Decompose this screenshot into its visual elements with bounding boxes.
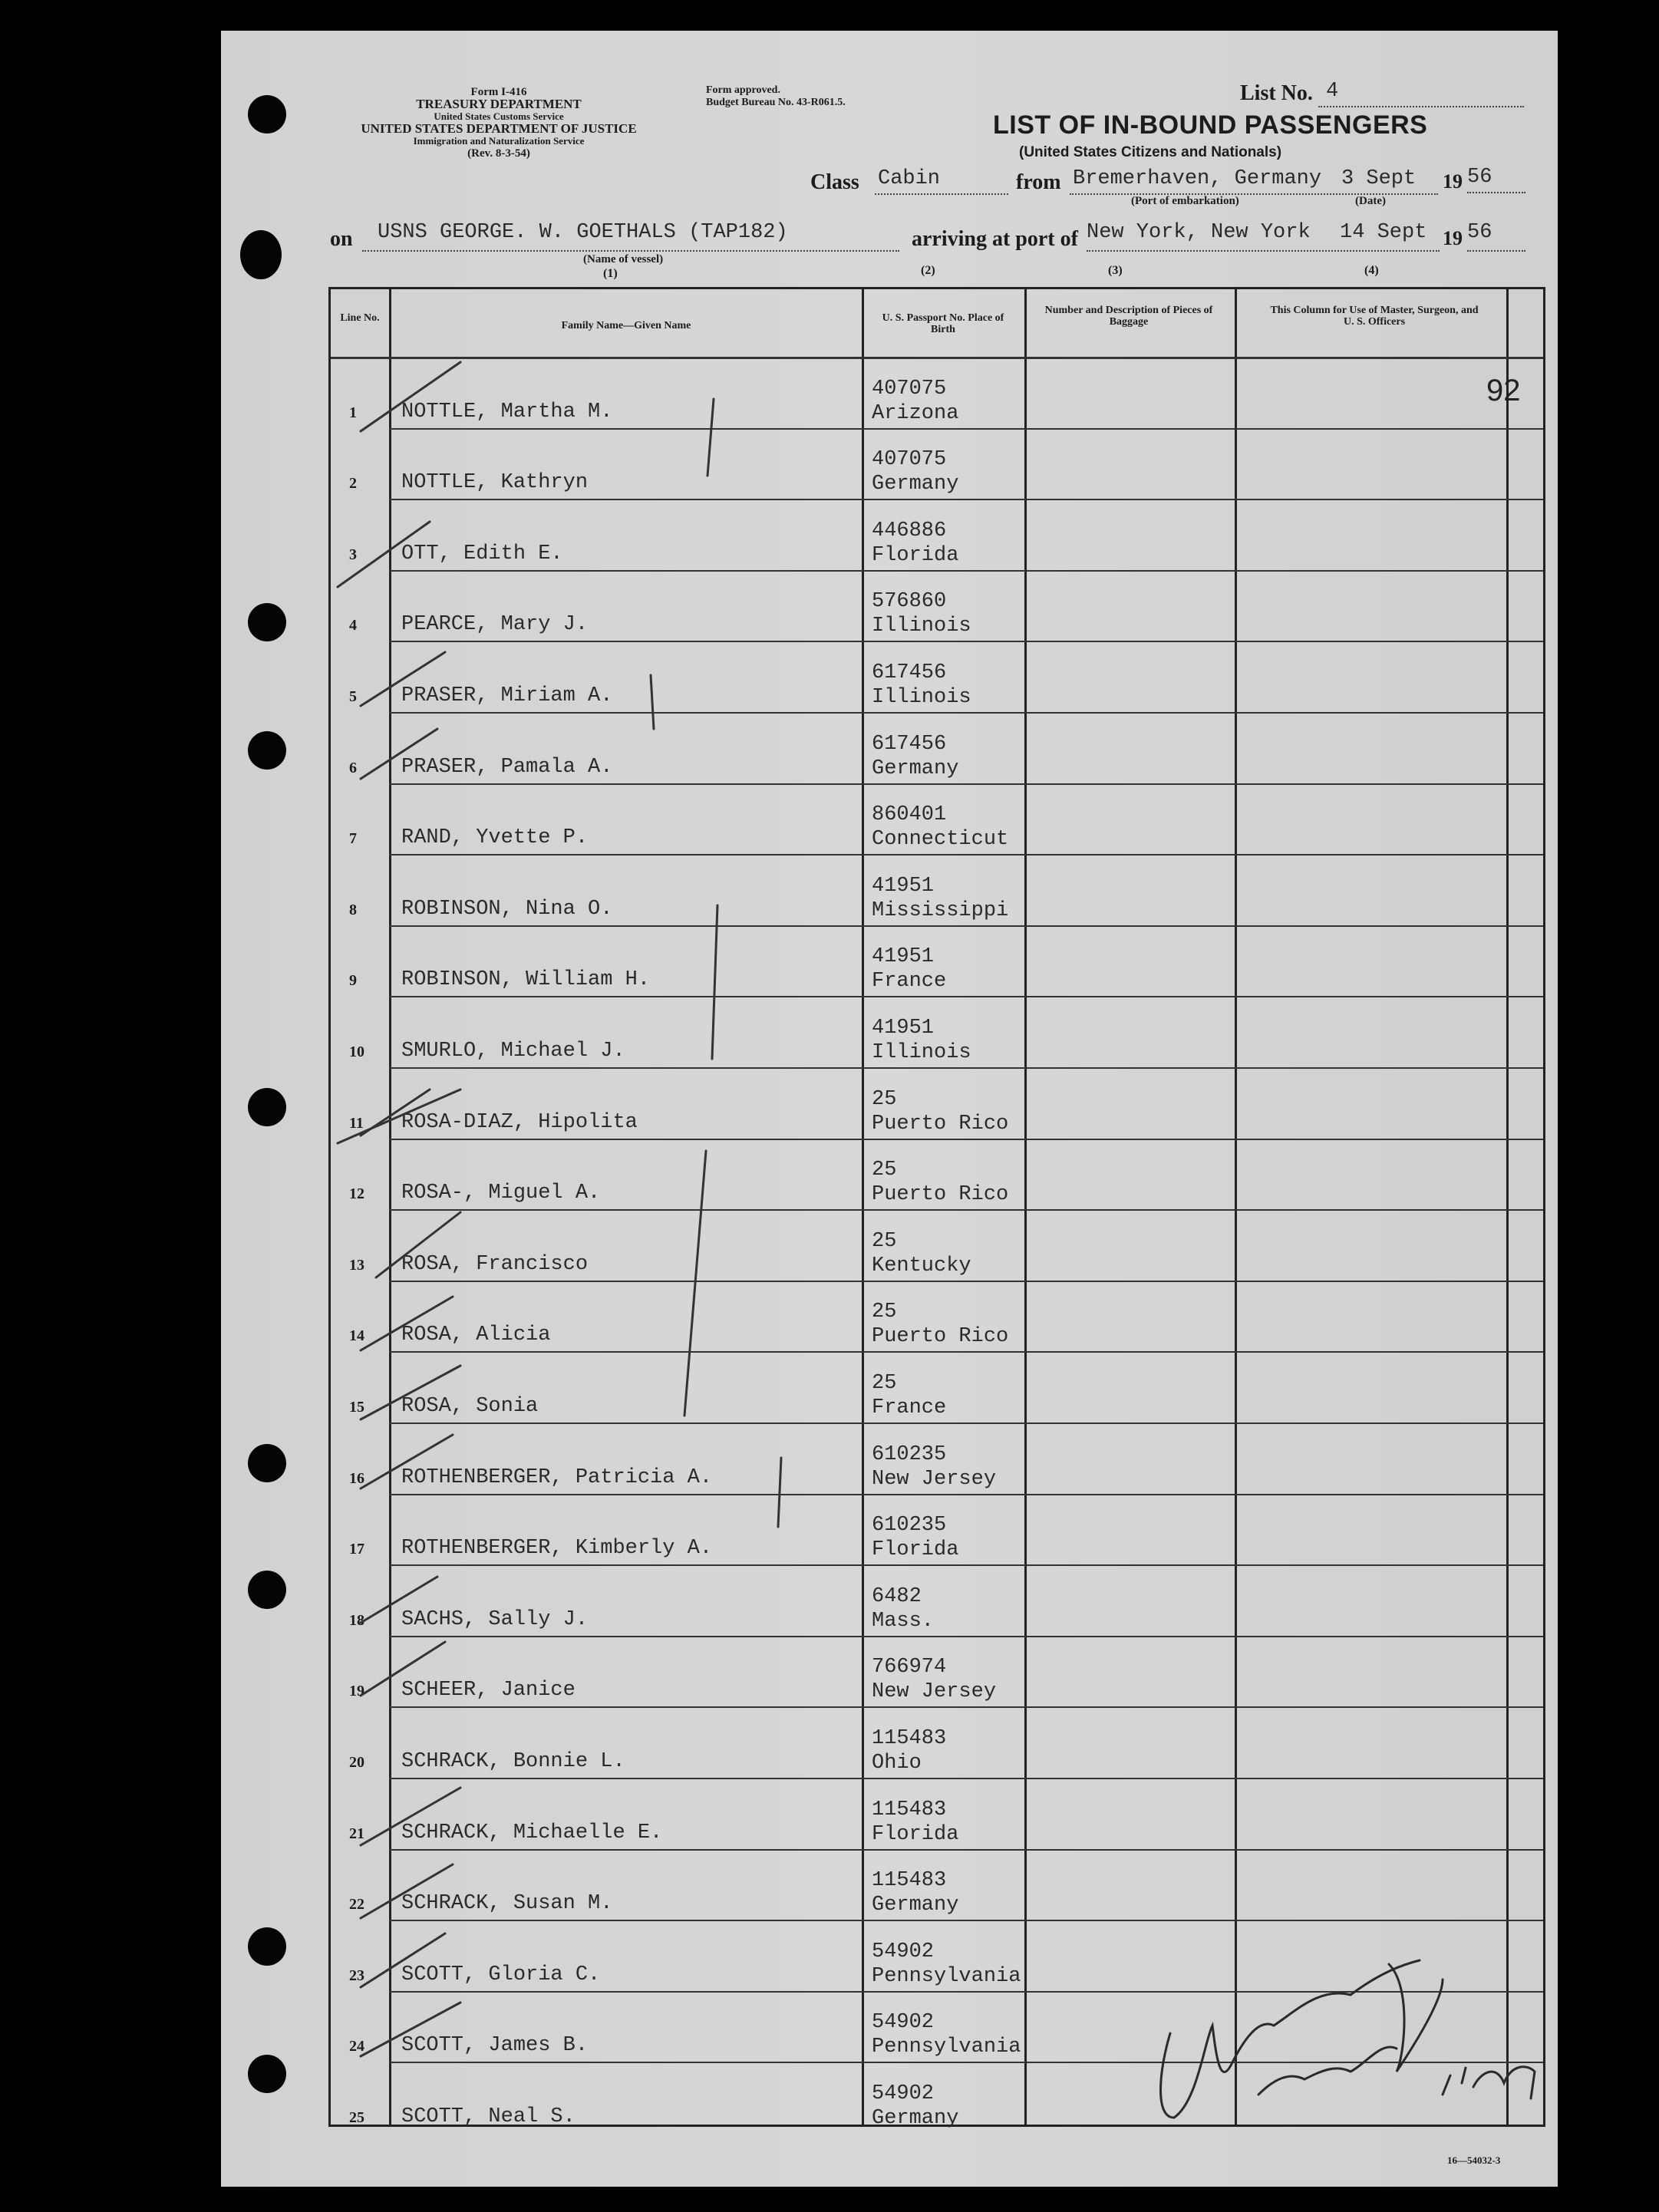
officer-count-note: 92 <box>1486 374 1521 407</box>
check-mark <box>338 522 430 587</box>
check-mark <box>361 1788 460 1845</box>
line-number: 3 <box>349 546 357 563</box>
officer-signature <box>1161 1960 1535 2118</box>
place-of-birth: Arizona <box>872 401 959 425</box>
passenger-name: OTT, Edith E. <box>401 542 563 565</box>
class-value: Cabin <box>878 167 941 190</box>
passenger-name: SCOTT, James B. <box>401 2034 589 2058</box>
line-number: 20 <box>349 1753 364 1771</box>
passport-number: 25 <box>872 1371 897 1395</box>
passenger-name: ROBINSON, William H. <box>401 968 651 992</box>
bracket-line <box>778 1458 781 1527</box>
passport-number: 115483 <box>872 1869 947 1893</box>
passenger-name: RAND, Yvette P. <box>401 826 589 850</box>
passport-number: 407075 <box>872 448 947 472</box>
check-mark <box>361 729 437 779</box>
passenger-name: ROTHENBERGER, Patricia A. <box>401 1465 713 1489</box>
line-number: 10 <box>349 1043 364 1060</box>
check-mark <box>361 1297 453 1350</box>
class-label: Class <box>810 170 859 194</box>
passport-number: 41951 <box>872 1016 935 1040</box>
line-number: 8 <box>349 901 357 918</box>
from-label: from <box>1016 170 1061 194</box>
passport-number: 617456 <box>872 732 947 756</box>
check-mark <box>376 1212 460 1277</box>
passport-number: 41951 <box>872 874 935 898</box>
column-header-name: Family Name—Given Name <box>561 320 691 331</box>
passenger-name: ROSA-DIAZ, Hipolita <box>401 1110 638 1134</box>
check-mark <box>361 1435 453 1488</box>
column-header-line: Line No. <box>340 312 380 324</box>
passport-number: 610235 <box>872 1514 947 1538</box>
passenger-name: SACHS, Sally J. <box>401 1607 589 1631</box>
form-number: Form I-416 <box>470 86 527 98</box>
passport-number: 54902 <box>872 1940 935 1963</box>
customs-service: United States Customs Service <box>434 110 564 122</box>
column-number-2: (2) <box>921 264 935 277</box>
passport-number: 617456 <box>872 661 947 684</box>
place-of-birth: New Jersey <box>872 1680 997 1704</box>
place-of-birth: Florida <box>872 1538 959 1562</box>
line-number: 24 <box>349 2038 364 2055</box>
bracket-line <box>712 905 717 1059</box>
place-of-birth: Puerto Rico <box>872 1183 1009 1207</box>
passport-number: 576860 <box>872 590 947 614</box>
place-of-birth: Germany <box>872 757 959 780</box>
check-mark <box>361 1577 437 1623</box>
form-approved: Form approved. <box>706 84 780 96</box>
line-number: 4 <box>349 617 357 635</box>
passenger-name: ROTHENBERGER, Kimberly A. <box>401 1537 713 1561</box>
from-year-value: 56 <box>1467 166 1492 189</box>
column-header-baggage: Number and Description of Pieces of Baggage <box>1044 305 1213 328</box>
check-mark <box>361 1864 453 1918</box>
from-year-prefix: 19 <box>1443 170 1463 193</box>
line-number: 19 <box>349 1683 364 1700</box>
passport-number: 54902 <box>872 2011 935 2035</box>
line-number: 21 <box>349 1825 364 1842</box>
line-number: 13 <box>349 1256 364 1274</box>
arrival-year-prefix: 19 <box>1443 227 1463 249</box>
passenger-name: ROSA, Francisco <box>401 1252 589 1276</box>
check-mark <box>361 2003 460 2056</box>
passenger-name: SCHEER, Janice <box>401 1679 576 1703</box>
passport-number: 6482 <box>872 1584 922 1608</box>
passenger-name: SCOTT, Neal S. <box>401 2105 576 2128</box>
vessel-name: USNS GEORGE. W. GOETHALS (TAP182) <box>378 221 788 244</box>
check-mark <box>361 1933 445 1987</box>
place-of-birth: Illinois <box>872 685 971 709</box>
arrival-port-value: New York, New York <box>1087 221 1311 244</box>
place-of-birth: Puerto Rico <box>872 1112 1009 1136</box>
place-of-birth: Germany <box>872 1894 959 1917</box>
column-number-4: (4) <box>1364 264 1379 277</box>
place-of-birth: Connecticut <box>872 828 1009 852</box>
place-of-birth: Mississippi <box>872 898 1009 922</box>
list-no-label: List No. <box>1240 81 1313 105</box>
passenger-name: NOTTLE, Kathryn <box>401 471 589 495</box>
arrival-date-value: 14 Sept <box>1340 221 1427 244</box>
form-footer-code: 16—54032-3 <box>1447 2154 1501 2166</box>
check-mark <box>338 1090 460 1143</box>
passenger-name: SCOTT, Gloria C. <box>401 1963 601 1986</box>
from-date-value: 3 Sept <box>1341 167 1417 190</box>
passenger-name: PEARCE, Mary J. <box>401 613 589 637</box>
passport-number: 25 <box>872 1229 897 1253</box>
justice-department: UNITED STATES DEPARTMENT OF JUSTICE <box>361 121 637 136</box>
line-number: 7 <box>349 830 357 848</box>
arriving-label: arriving at port of <box>912 227 1078 251</box>
list-no-value: 4 <box>1326 80 1339 103</box>
date-caption: (Date) <box>1355 195 1386 207</box>
line-number: 23 <box>349 1966 364 1984</box>
check-mark <box>361 652 445 706</box>
passenger-name: PRASER, Miriam A. <box>401 684 613 707</box>
line-number: 11 <box>349 1114 364 1132</box>
passport-number: 25 <box>872 1087 897 1111</box>
revision-date: (Rev. 8-3-54) <box>467 147 530 160</box>
passport-number: 446886 <box>872 519 947 542</box>
form-title: LIST OF IN-BOUND PASSENGERS <box>993 110 1428 140</box>
place-of-birth: Illinois <box>872 615 971 638</box>
place-of-birth: France <box>872 970 947 994</box>
line-number: 22 <box>349 1896 364 1914</box>
port-embarkation-caption: (Port of embarkation) <box>1131 195 1239 207</box>
place-of-birth: France <box>872 1396 947 1419</box>
column-header-officers: This Column for Use of Master, Surgeon, and U. S. Officers <box>1270 305 1479 328</box>
line-number: 17 <box>349 1541 364 1558</box>
bracket-line <box>684 1151 706 1416</box>
arrival-year-value: 56 <box>1467 221 1492 244</box>
place-of-birth: Puerto Rico <box>872 1325 1009 1349</box>
passenger-name: ROSA-, Miguel A. <box>401 1182 601 1205</box>
column-number-3: (3) <box>1108 264 1123 277</box>
line-number: 2 <box>349 475 357 493</box>
passenger-name: ROSA, Sonia <box>401 1394 539 1418</box>
place-of-birth: Kentucky <box>872 1254 971 1277</box>
vessel-caption: (Name of vessel) <box>583 253 664 265</box>
passport-number: 41951 <box>872 945 935 969</box>
line-number: 12 <box>349 1185 364 1203</box>
bracket-line <box>651 675 654 729</box>
passport-number: 25 <box>872 1159 897 1182</box>
passenger-name: ROBINSON, Nina O. <box>401 897 613 921</box>
passport-number: 407075 <box>872 377 947 401</box>
line-number: 6 <box>349 759 357 776</box>
check-mark <box>361 1366 460 1419</box>
immigration-service: Immigration and Naturalization Service <box>413 135 585 147</box>
passenger-name: ROSA, Alicia <box>401 1324 551 1347</box>
budget-bureau: Budget Bureau No. 43-R061.5. <box>706 97 846 108</box>
line-number: 9 <box>349 972 357 990</box>
place-of-birth: New Jersey <box>872 1467 997 1491</box>
on-label: on <box>330 227 353 251</box>
passport-number: 54902 <box>872 2082 935 2105</box>
passport-number: 766974 <box>872 1656 947 1680</box>
line-number: 5 <box>349 687 357 705</box>
passport-number: 610235 <box>872 1442 947 1466</box>
treasury-department: TREASURY DEPARTMENT <box>416 97 582 111</box>
passport-number: 115483 <box>872 1798 947 1821</box>
line-number: 18 <box>349 1611 364 1629</box>
place-of-birth: Germany <box>872 2106 959 2130</box>
place-of-birth: Mass. <box>872 1609 935 1633</box>
passenger-name: SCHRACK, Michaelle E. <box>401 1821 663 1844</box>
passenger-name: SCHRACK, Bonnie L. <box>401 1749 625 1773</box>
passport-number: 115483 <box>872 1726 947 1750</box>
column-number-1: (1) <box>603 267 618 280</box>
line-number: 25 <box>349 2108 364 2126</box>
passenger-name: SMURLO, Michael J. <box>401 1039 625 1063</box>
passenger-name: SCHRACK, Susan M. <box>401 1892 613 1916</box>
passport-number: 25 <box>872 1300 897 1324</box>
place-of-birth: Pennsylvania <box>872 2036 1021 2059</box>
line-number: 14 <box>349 1327 364 1345</box>
place-of-birth: Ohio <box>872 1751 922 1775</box>
passenger-name: PRASER, Pamala A. <box>401 755 613 779</box>
passport-number: 860401 <box>872 803 947 827</box>
bracket-line <box>707 399 714 476</box>
column-header-passport: U. S. Passport No. Place of Birth <box>882 312 1004 335</box>
form-subtitle: (United States Citizens and Nationals) <box>1019 144 1282 160</box>
place-of-birth: Florida <box>872 543 959 567</box>
place-of-birth: Pennsylvania <box>872 1964 1021 1988</box>
passenger-name: NOTTLE, Martha M. <box>401 400 613 424</box>
line-number: 16 <box>349 1469 364 1487</box>
place-of-birth: Germany <box>872 473 959 496</box>
check-mark <box>361 1642 445 1696</box>
line-number: 15 <box>349 1398 364 1416</box>
line-number: 1 <box>349 404 357 421</box>
check-mark <box>361 362 460 431</box>
place-of-birth: Illinois <box>872 1040 971 1064</box>
place-of-birth: Florida <box>872 1822 959 1846</box>
from-port-value: Bremerhaven, Germany <box>1073 167 1322 190</box>
